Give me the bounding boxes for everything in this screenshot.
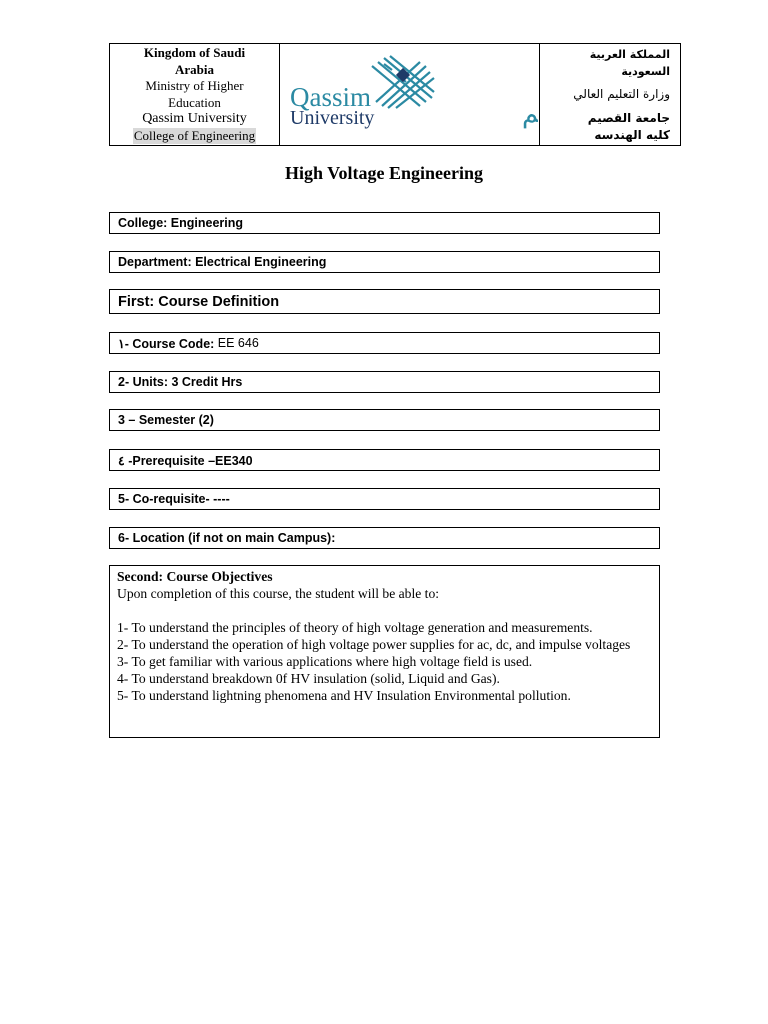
location-field — [109, 527, 660, 549]
course-definition-heading — [109, 289, 660, 314]
prerequisite-field — [109, 449, 660, 471]
arabic-university: جامعة القصيم — [587, 111, 670, 125]
objective-item-4: 4- To understand breakdown 0f HV insulation (solid, Liquid and Gas). — [117, 671, 500, 686]
units-field — [109, 371, 660, 393]
college-field — [109, 212, 660, 234]
logo-ar-text: م — [522, 99, 538, 129]
prerequisite-field-text: ٤ -Prerequisite –EE340 — [118, 453, 253, 468]
college-name: College of Engineering — [133, 127, 256, 143]
college-field-text: College: Engineering — [118, 216, 244, 230]
course-code-label: ١- Course Code: — [118, 336, 218, 351]
university-logo — [280, 44, 540, 145]
qassim-university-logo — [280, 44, 538, 145]
location-value: (if not on main Campus): — [188, 531, 336, 545]
arabic-ministry: وزارة التعليم العالي — [573, 87, 670, 101]
arabic-college: كليه الهندسه — [594, 128, 670, 142]
arabic-kingdom: المملكة العربية السعودية — [589, 48, 670, 78]
course-code-value: EE 646 — [217, 336, 259, 350]
header-english-cell — [110, 44, 280, 145]
kingdom-line-1: Kingdom of Saudi — [143, 45, 246, 60]
objectives-intro: Upon completion of this course, the student will be able to: — [117, 586, 440, 601]
location-label: 6- Location — [118, 531, 189, 545]
corequisite-field — [109, 488, 660, 510]
course-code-field — [109, 332, 660, 354]
course-objectives-box — [109, 565, 660, 738]
objectives-heading: Second: Course Objectives — [117, 569, 273, 584]
logo-en-line2: University — [290, 107, 375, 129]
objective-item-5: 5- To understand lightning phenomena and HV Insulation Environmental pollution. — [117, 688, 571, 703]
header-arabic-cell — [540, 44, 680, 145]
objective-item-2: 2- To understand the operation of high voltage power supplies for ac, dc, and impulse voltages — [117, 637, 631, 652]
objective-item-1: 1- To understand the principles of theory of high voltage generation and measurements. — [117, 620, 593, 635]
semester-field — [109, 409, 660, 431]
university-name: Qassim University — [142, 111, 247, 126]
ministry-line-2: Education — [168, 94, 221, 110]
ministry-line-1: Ministry of Higher — [145, 78, 244, 93]
department-field-text: Department: Electrical Engineering — [118, 255, 327, 269]
logo-en-line1: Qassim — [290, 82, 371, 112]
corequisite-field-text: 5- Co-requisite- ---- — [118, 492, 230, 506]
page-title: High Voltage Engineering — [284, 163, 484, 183]
semester-field-text: 3 – Semester (2) — [118, 413, 214, 427]
header-table — [109, 43, 681, 146]
kingdom-line-2: Arabia — [175, 61, 214, 77]
units-field-text: 2- Units: 3 Credit Hrs — [118, 375, 243, 389]
department-field — [109, 251, 660, 273]
objective-item-3: 3- To get familiar with various applications where high voltage field is used. — [117, 654, 533, 669]
course-definition-text: First: Course Definition — [118, 293, 280, 310]
